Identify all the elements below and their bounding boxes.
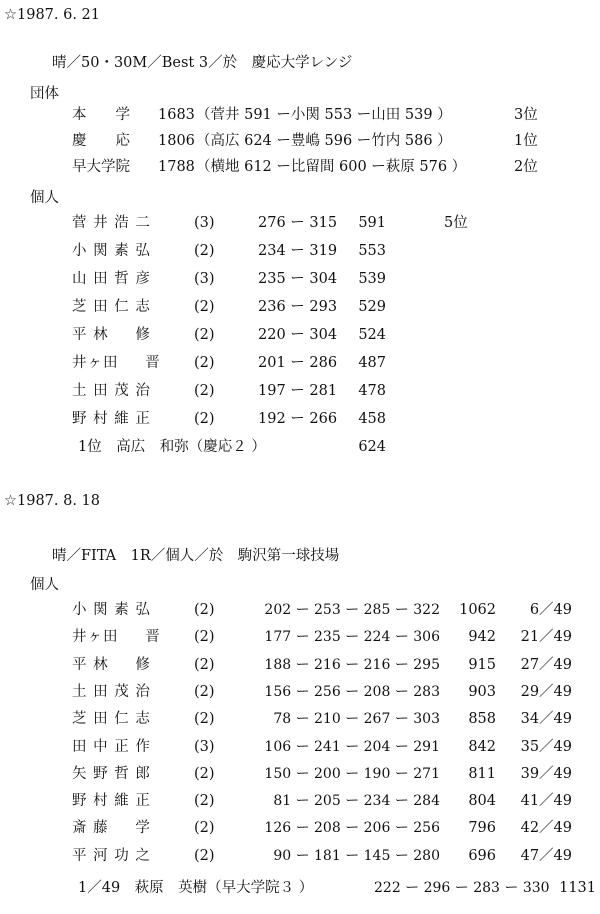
athlete-rank: 27／49 <box>520 656 572 673</box>
athlete-scores: 235 ー 304 <box>258 271 338 287</box>
athlete-name: 斎 藤 学 <box>72 820 151 837</box>
section1-conditions: 晴／50・30M／Best 3／於 慶応大学レンジ <box>52 55 353 71</box>
athlete-scores: 177 ー 235 ー 224 ー 306 <box>264 629 440 646</box>
athlete-grade: (2) <box>194 820 215 837</box>
team-members: （菅井 591 ー小関 553 ー山田 539 ） <box>196 107 452 123</box>
athlete-scores: 276 ー 315 <box>258 215 338 231</box>
athlete-total: 796 <box>468 820 496 837</box>
team-place: 1位 <box>514 133 538 149</box>
athlete-name: 野 村 維 正 <box>72 793 151 810</box>
team-total: 1788 <box>158 159 195 175</box>
section2-individual-heading: 個人 <box>30 577 59 593</box>
athlete-scores: 90 ー 181 ー 145 ー 280 <box>273 847 440 864</box>
athlete-total: 478 <box>358 383 386 399</box>
athlete-total: 529 <box>358 299 386 315</box>
athlete-grade: (2) <box>194 683 215 700</box>
athlete-name: 芝 田 仁 志 <box>72 711 151 728</box>
athlete-total: 524 <box>358 327 386 343</box>
athlete-grade: (3) <box>194 271 215 287</box>
athlete-total: 842 <box>468 738 496 755</box>
athlete-name: 土 田 茂 治 <box>72 683 151 700</box>
athlete-scores: 81 ー 205 ー 234 ー 284 <box>273 793 440 810</box>
team-name: 慶 応 <box>72 133 130 149</box>
section1-winner-total: 624 <box>358 439 386 455</box>
team-name: 本 学 <box>72 107 130 123</box>
athlete-rank: 41／49 <box>520 793 572 810</box>
athlete-rank: 6／49 <box>529 602 572 618</box>
athlete-name: 土 田 茂 治 <box>72 383 151 399</box>
section2-date: ☆1987. 8. 18 <box>4 493 101 509</box>
athlete-place: 5位 <box>444 215 468 231</box>
athlete-rank: 21／49 <box>520 629 572 646</box>
section2-conditions: 晴／FITA 1R／個人／於 駒沢第一球技場 <box>52 548 340 564</box>
athlete-scores: 188 ー 216 ー 216 ー 295 <box>264 656 440 673</box>
athlete-rank: 35／49 <box>520 738 572 755</box>
athlete-name: 小 関 素 弘 <box>72 602 151 618</box>
athlete-name: 菅 井 浩 二 <box>72 215 151 231</box>
team-place: 2位 <box>514 159 538 175</box>
athlete-scores: 156 ー 256 ー 208 ー 283 <box>264 683 440 700</box>
team-members: （高広 624 ー豊嶋 596 ー竹内 586 ） <box>196 133 452 149</box>
athlete-grade: (2) <box>194 243 215 259</box>
athlete-grade: (2) <box>194 847 215 864</box>
team-total: 1806 <box>158 133 195 149</box>
athlete-grade: (2) <box>194 355 215 371</box>
athlete-scores: 197 ー 281 <box>258 383 338 399</box>
athlete-name: 田 中 正 作 <box>72 738 151 755</box>
athlete-total: 539 <box>358 271 386 287</box>
athlete-grade: (2) <box>194 299 215 315</box>
athlete-rank: 39／49 <box>520 765 572 782</box>
athlete-rank: 42／49 <box>520 820 572 837</box>
athlete-scores: 202 ー 253 ー 285 ー 322 <box>264 602 440 618</box>
section1-date: ☆1987. 6. 21 <box>4 7 101 23</box>
athlete-grade: (3) <box>194 738 215 755</box>
section2-winner-total: 1131 <box>559 880 596 896</box>
athlete-scores: 78 ー 210 ー 267 ー 303 <box>273 711 440 728</box>
team-total: 1683 <box>158 107 195 123</box>
athlete-scores: 192 ー 266 <box>258 411 338 427</box>
athlete-total: 858 <box>468 711 496 728</box>
team-place: 3位 <box>514 107 538 123</box>
athlete-grade: (2) <box>194 383 215 399</box>
athlete-scores: 234 ー 319 <box>258 243 338 259</box>
athlete-total: 591 <box>358 215 386 231</box>
athlete-total: 487 <box>358 355 386 371</box>
athlete-total: 915 <box>468 656 496 673</box>
athlete-scores: 106 ー 241 ー 204 ー 291 <box>264 738 440 755</box>
athlete-total: 811 <box>468 765 496 782</box>
athlete-grade: (2) <box>194 793 215 810</box>
athlete-name: 平 河 功 之 <box>72 847 151 864</box>
athlete-name: 山 田 哲 彦 <box>72 271 151 287</box>
athlete-scores: 236 ー 293 <box>258 299 338 315</box>
section1-individual-heading: 個人 <box>30 190 59 206</box>
athlete-scores: 220 ー 304 <box>258 327 338 343</box>
athlete-name: 野 村 維 正 <box>72 411 151 427</box>
athlete-total: 553 <box>358 243 386 259</box>
athlete-grade: (2) <box>194 656 215 673</box>
section2-winner-scores: 222 ー 296 ー 283 ー 330 <box>374 880 550 896</box>
athlete-total: 942 <box>468 629 496 646</box>
section2-winner-label: 1／49 萩原 英樹（早大学院３ ） <box>78 880 314 896</box>
athlete-rank: 34／49 <box>520 711 572 728</box>
athlete-rank: 47／49 <box>520 847 572 864</box>
athlete-name: 井ヶ田 晋 <box>72 355 161 371</box>
athlete-name: 芝 田 仁 志 <box>72 299 151 315</box>
athlete-total: 903 <box>468 683 496 700</box>
athlete-grade: (2) <box>194 711 215 728</box>
athlete-total: 458 <box>358 411 386 427</box>
athlete-total: 804 <box>468 793 496 810</box>
athlete-grade: (2) <box>194 765 215 782</box>
team-name: 早大学院 <box>72 159 130 175</box>
team-members: （横地 612 ー比留間 600 ー萩原 576 ） <box>196 159 467 175</box>
athlete-scores: 150 ー 200 ー 190 ー 271 <box>264 765 440 782</box>
athlete-scores: 201 ー 286 <box>258 355 338 371</box>
section1-team-heading: 団体 <box>30 86 59 102</box>
athlete-total: 696 <box>468 847 496 864</box>
athlete-name: 平 林 修 <box>72 656 151 673</box>
athlete-grade: (2) <box>194 602 215 618</box>
athlete-total: 1062 <box>459 602 496 618</box>
athlete-grade: (3) <box>194 215 215 231</box>
athlete-grade: (2) <box>194 411 215 427</box>
athlete-name: 矢 野 哲 郎 <box>72 765 151 782</box>
section1-winner-label: 1位 高広 和弥（慶応２ ） <box>78 439 266 455</box>
athlete-name: 小 関 素 弘 <box>72 243 151 259</box>
athlete-rank: 29／49 <box>520 683 572 700</box>
athlete-grade: (2) <box>194 629 215 646</box>
athlete-name: 井ヶ田 晋 <box>72 629 161 646</box>
athlete-name: 平 林 修 <box>72 327 151 343</box>
athlete-grade: (2) <box>194 327 215 343</box>
athlete-scores: 126 ー 208 ー 206 ー 256 <box>264 820 440 837</box>
